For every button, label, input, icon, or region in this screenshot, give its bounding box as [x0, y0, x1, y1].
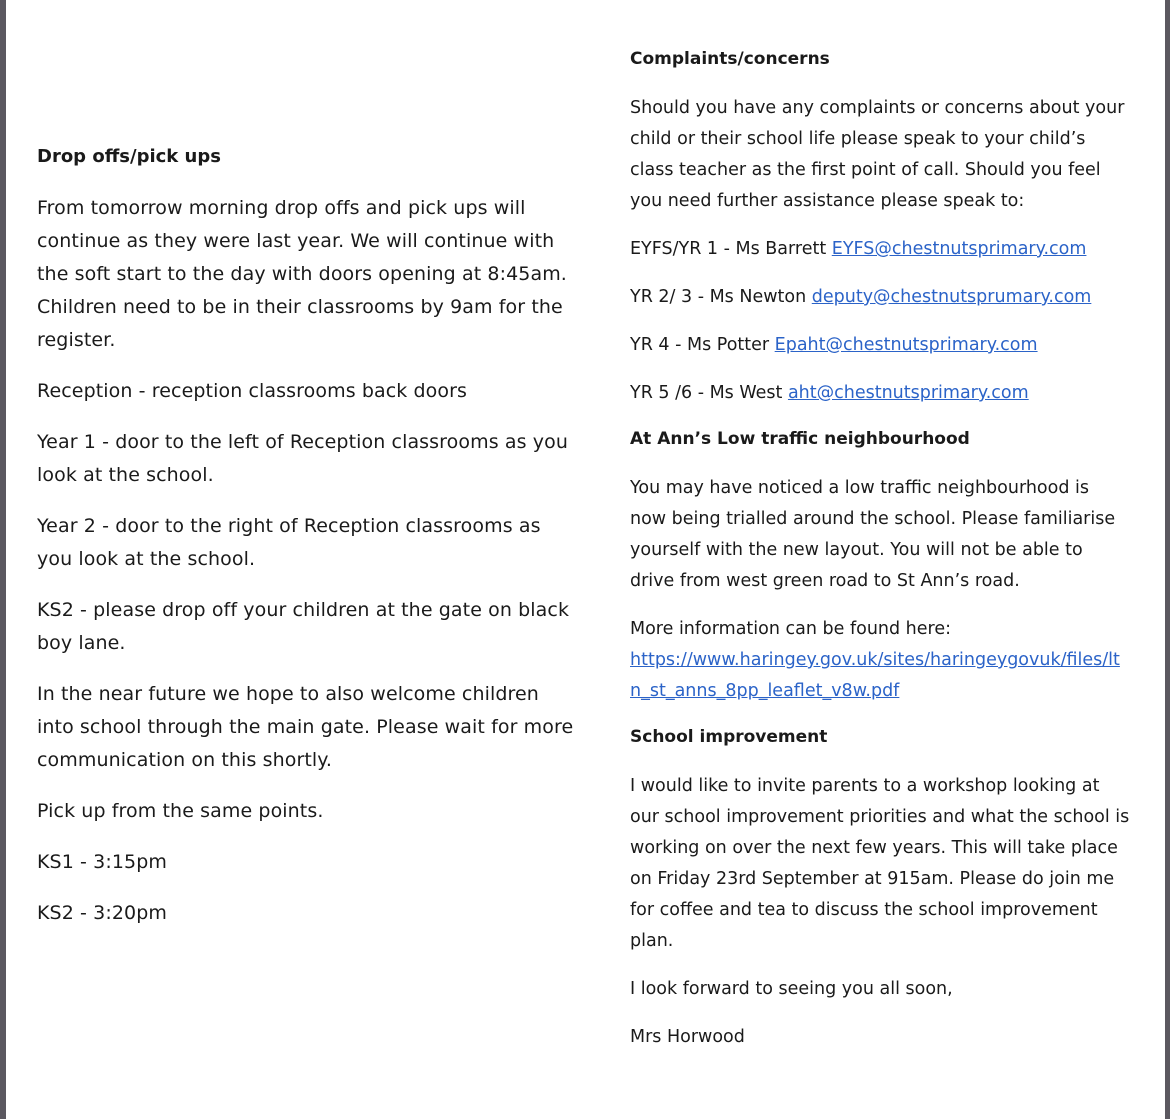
reception-doors: Reception - reception classrooms back doors: [37, 380, 468, 402]
contact-line: [630, 234, 1130, 265]
signature: Mrs Horwood: [630, 1027, 745, 1047]
ks1-time: KS1 - 3:15pm: [37, 851, 167, 873]
drop-offs-heading: Drop offs/pick ups: [37, 146, 221, 167]
contact-label: YR 2/ 3 - Ms Newton: [630, 287, 812, 307]
traffic-more-info: [630, 614, 1130, 707]
closing-line: I look forward to seeing you all soon,: [630, 979, 953, 999]
improvement-heading: School improvement: [630, 727, 828, 747]
improvement-text: I would like to invite parents to a workshop looking at our school improvement priorities and what the school is working on over the next few years. This will take place on Friday 23rd September at 915am. Please do join me for coffee and tea to discuss the school improvement plan.: [630, 776, 1130, 951]
more-info-label: More information can be found here:: [630, 619, 951, 639]
contact-email-link[interactable]: deputy@chestnutsprumary.com: [811, 287, 1092, 307]
pick-up-note: Pick up from the same points.: [37, 800, 324, 822]
leaflet-link[interactable]: https://www.haringey.gov.uk/sites/haringeygovuk/files/ltn_st_anns_8pp_leaflet_v8w.pdf: [630, 650, 1120, 701]
contact-email-link[interactable]: Epaht@chestnutsprimary.com: [774, 335, 1038, 355]
drop-offs-intro: From tomorrow morning drop offs and pick ups will continue as they were last year. We will continue with the soft start to the day with doors opening at 8:45am. Children need to be in their classrooms by 9am for the register.: [37, 197, 567, 351]
ks2-time: KS2 - 3:20pm: [37, 902, 167, 924]
contact-label: YR 4 - Ms Potter: [630, 335, 775, 355]
contact-email-link[interactable]: aht@chestnutsprimary.com: [787, 383, 1029, 403]
left-column: [37, 143, 577, 948]
contact-line: [630, 282, 1130, 313]
traffic-text: You may have noticed a low traffic neighbourhood is now being trialled around the school. Please familiarise yourself with the new layout. You will not be able to drive from west green road to St Ann’s road.: [630, 478, 1116, 591]
contact-label: YR 5 /6 - Ms West: [630, 383, 788, 403]
year1-doors: Year 1 - door to the left of Reception classrooms as you look at the school.: [37, 431, 568, 486]
main-gate-note: In the near future we hope to also welcome children into school through the main gate. Please wait for more communication on this shortly.: [37, 683, 574, 771]
contact-line: [630, 330, 1130, 361]
page-border-left: [0, 0, 6, 1119]
right-column: [630, 46, 1130, 1070]
contact-label: EYFS/YR 1 - Ms Barrett: [630, 239, 832, 259]
year2-doors: Year 2 - door to the right of Reception classrooms as you look at the school.: [37, 515, 541, 570]
page-border-right: [1165, 0, 1170, 1119]
complaints-text: Should you have any complaints or concerns about your child or their school life please speak to your child’s class teacher as the first point of call. Should you feel you need further assistance please speak to:: [630, 98, 1125, 211]
contact-email-link[interactable]: EYFS@chestnutsprimary.com: [831, 239, 1087, 259]
contact-line: [630, 378, 1130, 409]
complaints-heading: Complaints/concerns: [630, 49, 830, 69]
ks2-gate: KS2 - please drop off your children at the gate on black boy lane.: [37, 599, 570, 654]
traffic-heading: At Ann’s Low traffic neighbourhood: [630, 429, 970, 449]
